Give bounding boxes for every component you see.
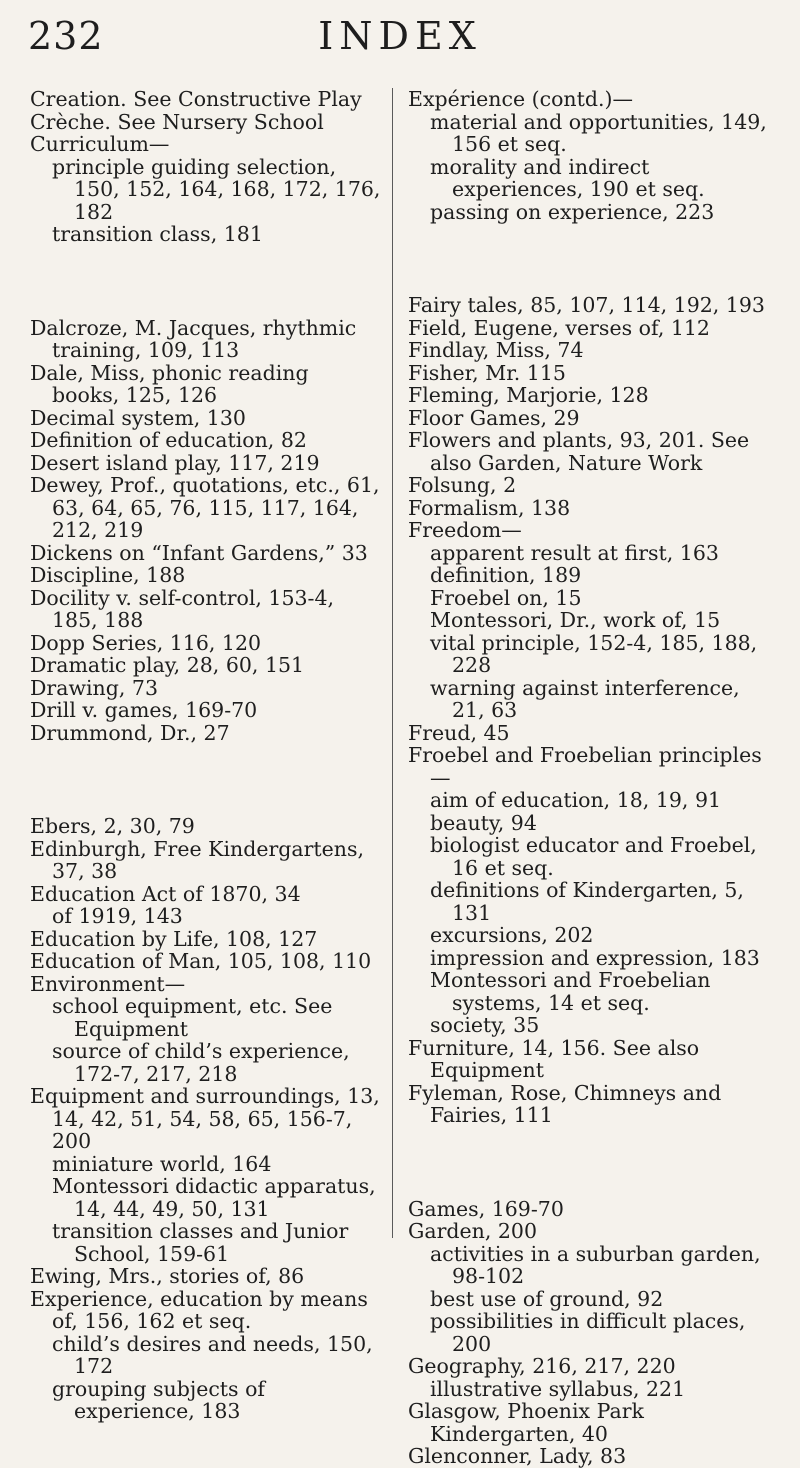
index-entry: Experience, education by means of, 156, 162 et seq.	[30, 1286, 368, 1333]
section-gap	[408, 1147, 770, 1177]
index-entry: Furniture, 14, 156. See also Equipment	[408, 1035, 700, 1082]
index-entry: Ewing, Mrs., stories of, 86	[30, 1264, 305, 1288]
index-subentry: definition, 189	[430, 563, 582, 587]
index-subentry: school equipment, etc. See Equipment	[52, 994, 333, 1041]
index-subentry: society, 35	[430, 1013, 540, 1037]
index-entry: Floor Games, 29	[408, 405, 580, 430]
index-entry: Fyleman, Rose, Chimneys and Fairies, 111	[408, 1080, 722, 1127]
index-subentry: transition class, 181	[52, 222, 263, 246]
index-entry: Dewey, Prof., quotations, etc., 61, 63, 64, 65, 76, 115, 117, 164, 212, 219	[30, 473, 380, 542]
index-entry: Garden, 200	[408, 1219, 538, 1243]
index-entry: Equipment and surroundings, 13, 14, 42, 51, 54, 58, 65, 156-7, 200	[30, 1084, 380, 1153]
index-entry: Games, 169-70	[408, 1196, 564, 1221]
index-entry: Drill v. games, 169-70	[30, 698, 258, 722]
index-entry: Freud, 45	[408, 720, 510, 745]
index-entry: Geography, 216, 217, 220	[408, 1354, 676, 1378]
index-subentry: illustrative syllabus, 221	[430, 1376, 686, 1401]
index-entry: Docility v. self-control, 153-4, 185, 188	[30, 585, 335, 632]
index-entry: Crèche. See Nursery School	[30, 109, 324, 134]
index-subentry: miniature world, 164	[52, 1151, 272, 1176]
index-subentry: Montessori didactic apparatus, 14, 44, 49, 50, 131	[52, 1174, 376, 1221]
index-entry: Dopp Series, 116, 120	[30, 630, 262, 655]
index-subentry: apparent result at first, 163	[430, 540, 719, 565]
index-entry: Drawing, 73	[30, 675, 159, 700]
index-entry: Formalism, 138	[408, 495, 571, 520]
index-subentry: best use of ground, 92	[430, 1286, 664, 1311]
index-entry: Froebel and Froebelian principles—	[408, 743, 762, 790]
index-entry: Fairy tales, 85, 107, 114, 192, 193	[408, 293, 765, 317]
index-subentry: possibilities in difficult places, 200	[430, 1309, 746, 1356]
index-entry: Dalcroze, M. Jacques, rhythmic training, 109, 113	[30, 315, 357, 362]
index-subentry: beauty, 94	[430, 810, 537, 835]
index-subentry: grouping subjects of experience, 183	[52, 1376, 266, 1423]
index-entry: Glenconner, Lady, 83	[408, 1444, 627, 1468]
index-entry: Drummond, Dr., 27	[30, 720, 230, 745]
section-gap	[30, 765, 382, 795]
index-subentry: biologist educator and Froebel, 16 et seq.	[430, 833, 757, 880]
index-entry: Flowers and plants, 93, 201. See also Garden, Nature Work	[408, 428, 750, 475]
index-entry: Edinburgh, Free Kindergartens, 37, 38	[30, 836, 365, 883]
index-entry: Expérience (contd.)—	[408, 87, 633, 111]
index-subentry: vital principle, 152-4, 185, 188, 228	[430, 630, 758, 677]
index-entry: Folsung, 2	[408, 473, 517, 497]
index-subentry: aim of education, 18, 19, 91	[430, 788, 722, 812]
index-subentry: morality and indirect experiences, 190 et seq.	[430, 154, 705, 201]
index-entry: Findlay, Miss, 74	[408, 338, 584, 362]
index-subentry: impression and expression, 183	[430, 945, 760, 970]
index-entry: Dramatic play, 28, 60, 151	[30, 653, 305, 677]
index-entry: Creation. See Constructive Play	[30, 87, 362, 111]
index-column-right	[408, 88, 770, 1468]
index-entry: Curriculum—	[30, 132, 170, 156]
index-subentry: warning against interference, 21, 63	[430, 675, 740, 722]
index-entry: Dickens on “Infant Gardens,” 33	[30, 540, 368, 565]
index-entry: Education of Man, 105, 108, 110	[30, 949, 372, 973]
index-subentry: transition classes and Junior School, 159-61	[52, 1219, 349, 1266]
page-header	[0, 14, 800, 74]
index-subentry: source of child’s experience, 172-7, 217, 218	[52, 1039, 350, 1086]
index-column-left	[30, 88, 382, 1423]
index-entry: Dale, Miss, phonic reading books, 125, 126	[30, 360, 309, 407]
index-subentry: Froebel on, 15	[430, 585, 582, 610]
index-entry: Discipline, 188	[30, 563, 186, 587]
index-subentry: passing on experience, 223	[430, 199, 715, 224]
index-entry: Education Act of 1870, 34	[30, 881, 301, 906]
index-entry: Fisher, Mr. 115	[408, 360, 566, 385]
section-gap	[30, 266, 382, 296]
index-entry: Freedom—	[408, 518, 522, 542]
index-subentry: definitions of Kindergarten, 5, 131	[430, 878, 744, 925]
index-entry: Field, Eugene, verses of, 112	[408, 315, 710, 340]
index-entry: Decimal system, 130	[30, 405, 246, 430]
index-entry: Definition of education, 82	[30, 428, 307, 452]
column-divider	[392, 88, 393, 1238]
index-subentry: of 1919, 143	[52, 904, 183, 928]
index-entry: Education by Life, 108, 127	[30, 926, 318, 951]
index-entry: Glasgow, Phoenix Park Kindergarten, 40	[408, 1399, 644, 1446]
section-gap	[408, 244, 770, 274]
index-subentry: excursions, 202	[430, 923, 594, 947]
index-subentry: material and opportunities, 149, 156 et seq.	[430, 109, 767, 156]
index-entry: Ebers, 2, 30, 79	[30, 814, 195, 838]
index-entry: Environment—	[30, 971, 186, 996]
page-number: 232	[28, 14, 104, 58]
index-subentry: child’s desires and needs, 150, 172	[52, 1331, 373, 1378]
index-subentry: principle guiding selection, 150, 152, 164, 168, 172, 176, 182	[52, 154, 381, 224]
index-subentry: Montessori and Froebelian systems, 14 et seq.	[430, 968, 711, 1015]
index-entry: Desert island play, 117, 219	[30, 450, 320, 475]
running-head-title: INDEX	[318, 14, 482, 58]
index-entry: Fleming, Marjorie, 128	[408, 383, 649, 407]
index-subentry: Montessori, Dr., work of, 15	[430, 608, 721, 632]
index-subentry: activities in a suburban garden, 98-102	[430, 1241, 761, 1288]
